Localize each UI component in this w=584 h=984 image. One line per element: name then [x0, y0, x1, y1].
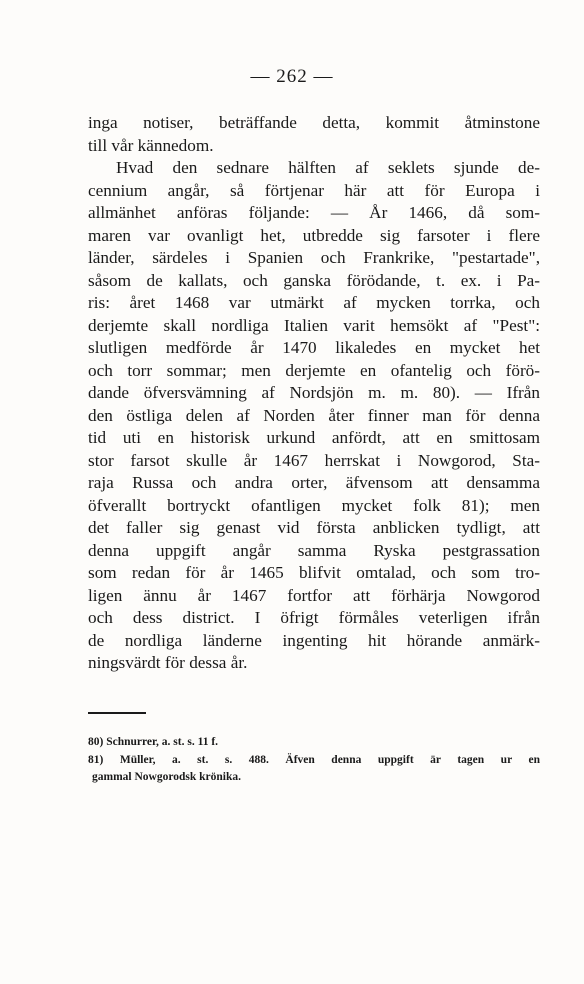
text-line: denna uppgift angår samma Ryska pestgrassation — [88, 540, 540, 560]
text-line: stor farsot skulle år 1467 herrskat i Nowgorod, Sta- — [88, 450, 540, 470]
text-line: allmänhet anföras följande: — År 1466, då som- — [88, 203, 540, 222]
text-line: de nordliga länderne ingenting hit hörande anmärk- — [88, 630, 540, 650]
text-line: dande öfversvämning af Nordsjön m. m. 80). — Ifrån — [88, 383, 540, 402]
text-line: det faller sig genast vid första anblicken tydligt, att — [88, 518, 540, 537]
footnote: 81) Müller, a. st. s. 488. Äfven denna uppgift är tagen ur en — [88, 753, 540, 766]
footnote: 80) Schnurrer, a. st. s. 11 f. — [88, 736, 219, 748]
text-line: raja Russa och andra orter, äfvensom att densamma — [88, 473, 540, 492]
page-number: — 262 — — [250, 66, 334, 87]
text-line: inga notiser, beträffande detta, kommit åtminstone — [88, 113, 540, 132]
text-line: till vår kännedom. — [88, 135, 214, 155]
body-text — [88, 112, 540, 675]
text-line: och torr sommar; men derjemte en ofantelig och förö- — [88, 360, 540, 380]
text-line: och dess district. I öfrigt förmåles veterligen ifrån — [88, 608, 540, 627]
text-line: öfverallt bortryckt ofantligen mycket folk 81); men — [88, 495, 540, 515]
text-line: maren var ovanligt het, utbredde sig farsoter i flere — [88, 225, 540, 245]
text-line: länder, särdeles i Spanien och Frankrike, "pestartade", — [88, 248, 540, 267]
text-line: tid uti en historisk urkund anfördt, att en smittosam — [88, 428, 540, 447]
footnotes — [88, 734, 540, 787]
text-line: slutligen medförde år 1470 likaledes en mycket het — [88, 338, 540, 357]
footnote-divider — [88, 712, 146, 714]
text-line: den östliga delen af Norden åter finner man för denna — [88, 405, 540, 425]
text-line: såsom de kallats, och ganska förödande, t. ex. i Pa- — [88, 270, 540, 290]
text-line: som redan för år 1465 blifvit omtalad, och som tro- — [88, 563, 540, 582]
text-line: Hvad den sednare hälften af seklets sjunde de- — [116, 158, 540, 177]
text-line: cennium angår, så förtjenar här att för Europa i — [88, 180, 540, 200]
text-line: ningsvärdt för dessa år. — [88, 653, 248, 672]
text-line: ris: året 1468 var utmärkt af mycken torrka, och — [88, 293, 540, 312]
text-line: ligen ännu år 1467 fortfor att förhärja Nowgorod — [88, 585, 540, 605]
footnote-continuation: gammal Nowgorodsk krönika. — [92, 771, 241, 783]
text-line: derjemte skall nordliga Italien varit hemsökt af "Pest": — [88, 315, 540, 335]
